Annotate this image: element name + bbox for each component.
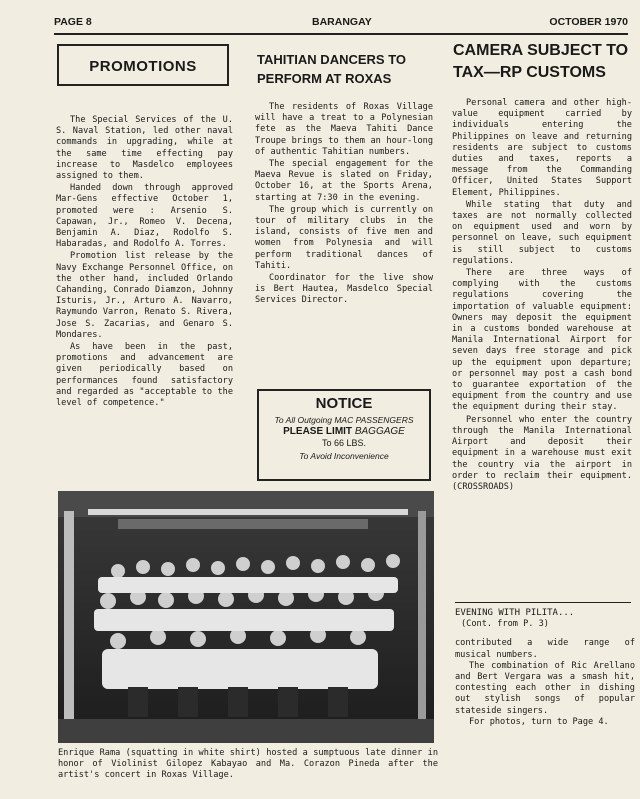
promotions-paragraph: As have been in the past, promotions and advancement are given periodically based on performances found satisfactory and regarded as "acceptable to the level of competence." xyxy=(56,342,233,409)
page-number: PAGE 8 xyxy=(54,16,92,28)
tahitian-paragraph: The group which is currently on tour of military clubs in the island, consists of five men and women from Polynesia and will perform traditional dances of Tahiti. xyxy=(255,204,433,271)
promotions-paragraph: The Special Services of the U. S. Naval Station, led other naval commands in upgrading, while at the same time effecting pay increase to Masdelco employees assigned to them. xyxy=(56,115,233,182)
notice-baggage-text: BAGGAGE xyxy=(354,426,405,437)
camera-article xyxy=(452,98,632,494)
camera-paragraph: Personal camera and other high-value equipment carried by individuals entering the Philippines on leave and returning residents are subject to customs duties and taxes, reports a message from the Commanding Officer, United States Support Element, Philippines. xyxy=(452,98,632,198)
pilita-paragraph: For photos, turn to Page 4. xyxy=(469,716,609,727)
pilita-continuation xyxy=(455,608,635,728)
camera-paragraph: Personnel who enter the country through the Manila International Airport and deposit their equipment in a warehouse must exit the country via the airport in order to reclaim their equipment. (CROSSROADS) xyxy=(452,414,632,492)
pilita-paragraph: The combination of Ric Arellano and Bert Vergara was a smash hit, contesting each other in dishing out stylish songs of popular stateside singers. xyxy=(455,660,635,716)
notice-line-4: To Avoid Inconvenience xyxy=(299,451,389,461)
promotions-paragraph: Promotion list release by the Navy Exchange Personnel Office, on the other hand, included Orlando Cahanding, Conrado Diamzon, Johnny Isturis, Jr., Arturo A. Navarro, Raymundo Varron, Renato S. Rivera, Jose S. Zacarias, and Genaro S. Mondares. xyxy=(56,251,233,340)
issue-date: OCTOBER 1970 xyxy=(549,16,628,28)
publication-title: BARANGAY xyxy=(312,16,372,28)
notice-line-2 xyxy=(259,426,429,437)
pilita-paragraph: contributed a wide range of musical numbers. xyxy=(455,638,635,660)
page-header xyxy=(54,14,628,30)
tahitian-paragraph: The special engagement for the Maeva Revue is slated on Friday, October 16, at the Sports Arena, starting at 7:30 in the evening. xyxy=(255,159,433,203)
notice-line-1: To All Outgoing MAC PASSENGERS xyxy=(274,415,414,425)
camera-heading: CAMERA SUBJECT TO TAX—RP CUSTOMS xyxy=(453,42,629,81)
pilita-subheading: (Cont. from P. 3) xyxy=(461,619,549,630)
header-rule xyxy=(54,33,628,35)
pilita-heading: EVENING WITH PILITA... xyxy=(455,608,575,618)
group-photo xyxy=(58,491,434,743)
pilita-rule xyxy=(455,602,631,603)
photo-caption: Enrique Rama (squatting in white shirt) hosted a sumptuous late dinner in honor of Violinist Gilopez Kabayao and Ma. Corazon Pineda after the artist's concert in Roxas Village. xyxy=(58,748,438,781)
notice-limit-text: PLEASE LIMIT xyxy=(283,426,353,437)
notice-title: NOTICE xyxy=(315,395,373,412)
promotions-paragraph: Handed down through approved Mar-Gens effective October 1, promoted were : Arsenio S. Capawan, Jr., Romeo V. Decena, Benjamin A. Diaz, Rodolfo S. Habaradas, and Rodolfo A. Torres. xyxy=(56,183,233,250)
notice-box xyxy=(257,389,431,481)
tahitian-paragraph: The residents of Roxas Village will have a treat to a Polynesian fete as the Maeva Tahiti Dance Troupe brings to them an hour-long of authentic Tahitian numbers. xyxy=(255,102,433,157)
promotions-article xyxy=(56,115,233,410)
camera-paragraph: While stating that duty and taxes are not normally collected on equipment used and worn by personnel on leave, such equipment is still subject to customs regulations. xyxy=(452,199,632,266)
tahitian-paragraph: Coordinator for the live show is Bert Hautea, Masdelco Special Services Director. xyxy=(255,273,433,306)
group-photo-image xyxy=(58,491,434,743)
camera-paragraph: There are three ways of complying with the customs regulations covering the importation of valuable equipment: Owners may deposit the equipment in a customs bonded warehouse at Manila International Airport for seven days free storage and pick up the equipment upon departure; or personnel may post a cash bond to guarantee exportation of the equipment from the country and use the equipment during their stay. xyxy=(452,268,632,413)
notice-line-3: To 66 LBS. xyxy=(321,438,367,448)
tahitian-heading: TAHITIAN DANCERS TO PERFORM AT ROXAS xyxy=(257,52,407,86)
tahitian-article xyxy=(255,102,433,308)
promotions-heading: PROMOTIONS xyxy=(89,58,197,75)
promotions-heading-box xyxy=(57,44,229,86)
